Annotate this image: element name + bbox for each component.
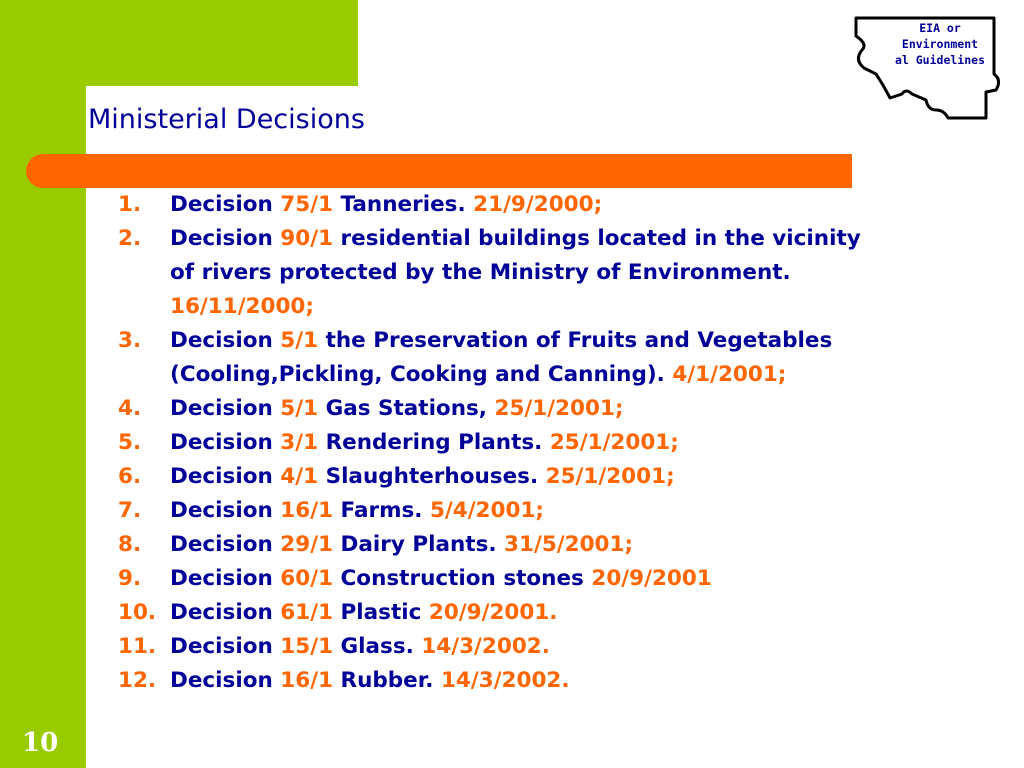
decision-word: Decision xyxy=(170,192,273,217)
decision-date: 31/5/2001; xyxy=(504,532,634,557)
decision-subject: Dairy Plants. xyxy=(340,532,497,557)
item-number: 8. xyxy=(118,532,142,557)
decision-code: 5/1 xyxy=(280,396,319,421)
decision-word: Decision xyxy=(170,430,273,455)
decision-date: 20/9/2001. xyxy=(428,600,558,625)
decision-word: Decision xyxy=(170,668,273,693)
decision-subject: the Preservation of Fruits and Vegetables (Cooling,Pickling, Cooking and Canning). xyxy=(170,328,833,387)
item-number: 11. xyxy=(118,634,157,659)
decision-item xyxy=(118,188,878,222)
badge-line: Environment xyxy=(901,37,979,51)
decision-date: 25/1/2001; xyxy=(545,464,675,489)
decision-code: 4/1 xyxy=(280,464,319,489)
left-green-bar xyxy=(0,0,86,768)
orange-title-underline xyxy=(26,154,852,188)
item-number: 2. xyxy=(118,226,142,251)
item-number: 7. xyxy=(118,498,142,523)
item-number: 12. xyxy=(118,668,157,693)
slide-title: Ministerial Decisions xyxy=(88,104,365,135)
decision-word: Decision xyxy=(170,600,273,625)
decision-date: 25/1/2001; xyxy=(549,430,679,455)
item-number: 6. xyxy=(118,464,142,489)
decision-date: 14/3/2002. xyxy=(440,668,570,693)
decision-item xyxy=(118,494,878,528)
decision-subject: Plastic xyxy=(340,600,422,625)
decision-item xyxy=(118,426,878,460)
decision-item xyxy=(118,392,878,426)
decision-subject: Rubber. xyxy=(340,668,434,693)
decision-word: Decision xyxy=(170,226,273,251)
decision-item xyxy=(118,528,878,562)
decision-date: 14/3/2002. xyxy=(421,634,550,659)
decision-code: 29/1 xyxy=(280,532,334,557)
item-number: 1. xyxy=(118,192,142,217)
decision-word: Decision xyxy=(170,328,273,353)
decision-code: 60/1 xyxy=(280,566,334,591)
decision-subject: Glass. xyxy=(340,634,414,659)
badge-text xyxy=(890,20,990,68)
decision-date: 4/1/2001; xyxy=(672,362,787,387)
decision-item xyxy=(118,664,878,698)
decision-item xyxy=(118,630,878,664)
decision-item xyxy=(118,596,878,630)
eia-guidelines-badge xyxy=(850,14,1000,122)
top-green-band xyxy=(86,0,358,86)
decision-subject: Construction stones xyxy=(340,566,584,591)
item-number: 5. xyxy=(118,430,142,455)
decisions-list xyxy=(118,188,878,698)
decision-code: 75/1 xyxy=(280,192,334,217)
decision-code: 16/1 xyxy=(280,498,334,523)
decision-subject: Farms. xyxy=(340,498,423,523)
decision-item xyxy=(118,460,878,494)
decision-code: 61/1 xyxy=(280,600,334,625)
decision-date: 20/9/2001 xyxy=(591,566,712,591)
badge-line: EIA or xyxy=(919,21,961,35)
decision-word: Decision xyxy=(170,634,273,659)
item-number: 4. xyxy=(118,396,142,421)
badge-line: al Guidelines xyxy=(894,53,985,67)
decision-item xyxy=(118,324,878,392)
item-number: 3. xyxy=(118,328,142,353)
item-number: 9. xyxy=(118,566,142,591)
decision-code: 16/1 xyxy=(280,668,334,693)
decision-code: 3/1 xyxy=(280,430,319,455)
decision-code: 90/1 xyxy=(280,226,334,251)
decision-word: Decision xyxy=(170,498,273,523)
decision-subject: residential buildings located in the vicinity of rivers protected by the Ministry of Environment. xyxy=(170,226,861,285)
decision-word: Decision xyxy=(170,532,273,557)
slide-number: 10 xyxy=(22,728,59,758)
decision-date: 21/9/2000; xyxy=(473,192,603,217)
decision-word: Decision xyxy=(170,566,273,591)
decision-code: 5/1 xyxy=(280,328,319,353)
decision-subject: Slaughterhouses. xyxy=(325,464,539,489)
decision-code: 15/1 xyxy=(280,634,334,659)
decision-date: 5/4/2001; xyxy=(429,498,544,523)
decision-word: Decision xyxy=(170,396,273,421)
decision-subject: Gas Stations, xyxy=(325,396,487,421)
decision-subject: Tanneries. xyxy=(340,192,466,217)
decision-item xyxy=(118,222,878,324)
item-number: 10. xyxy=(118,600,157,625)
decision-date: 25/1/2001; xyxy=(494,396,624,421)
decision-subject: Rendering Plants. xyxy=(325,430,543,455)
decision-word: Decision xyxy=(170,464,273,489)
decision-date: 16/11/2000; xyxy=(170,294,314,319)
decision-item xyxy=(118,562,878,596)
